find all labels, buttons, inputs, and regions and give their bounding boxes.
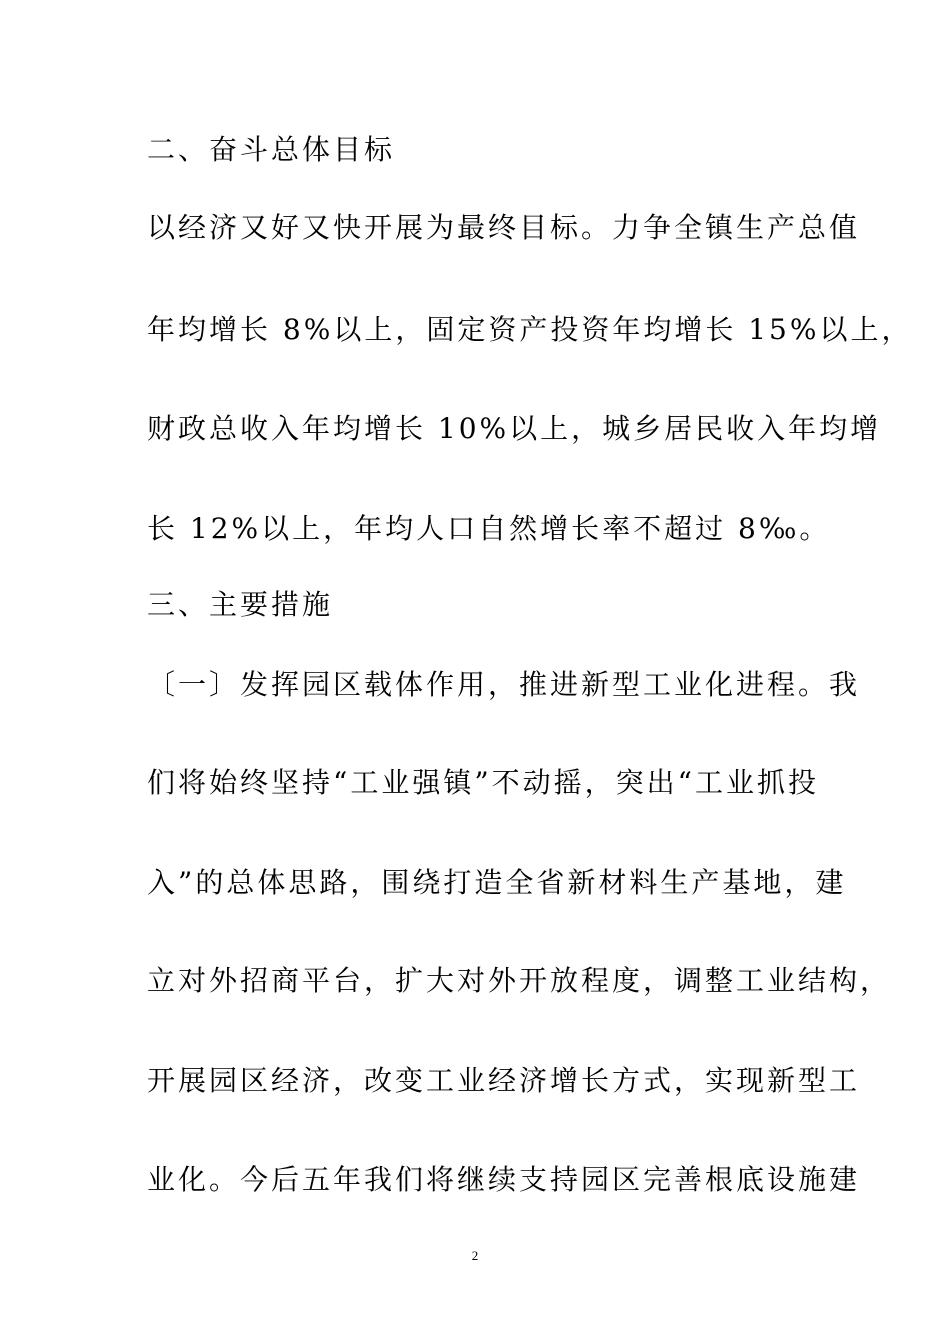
paragraph-line: 〔一〕发挥园区载体作用，推进新型工业化进程。我: [147, 668, 861, 701]
paragraph-line: 业化。今后五年我们将继续支持园区完善根底设施建: [147, 1163, 861, 1196]
paragraph-line: 长 12%以上，年均人口自然增长率不超过 8‰。: [147, 512, 831, 545]
paragraph-line: 们将始终坚持“工业强镇”不动摇，突出“工业抓投: [147, 766, 819, 799]
paragraph-line: 年均增长 8%以上，固定资产投资年均增长 15%以上，: [147, 313, 913, 346]
paragraph-line: 入”的总体思路，围绕打造全省新材料生产基地，建: [147, 866, 847, 899]
section-heading-goals: 二、奋斗总体目标: [147, 133, 396, 166]
paragraph-line: 财政总收入年均增长 10%以上，城乡居民收入年均增: [147, 412, 882, 445]
page-number: 2: [471, 1248, 479, 1263]
paragraph-line: 立对外招商平台，扩大对外开放程度，调整工业结构，: [147, 964, 892, 997]
paragraph-line: 开展园区经济，改变工业经济增长方式，实现新型工: [147, 1064, 861, 1097]
section-heading-measures: 三、主要措施: [147, 588, 334, 621]
paragraph-line: 以经济又好又快开展为最终目标。力争全镇生产总值: [147, 211, 861, 244]
